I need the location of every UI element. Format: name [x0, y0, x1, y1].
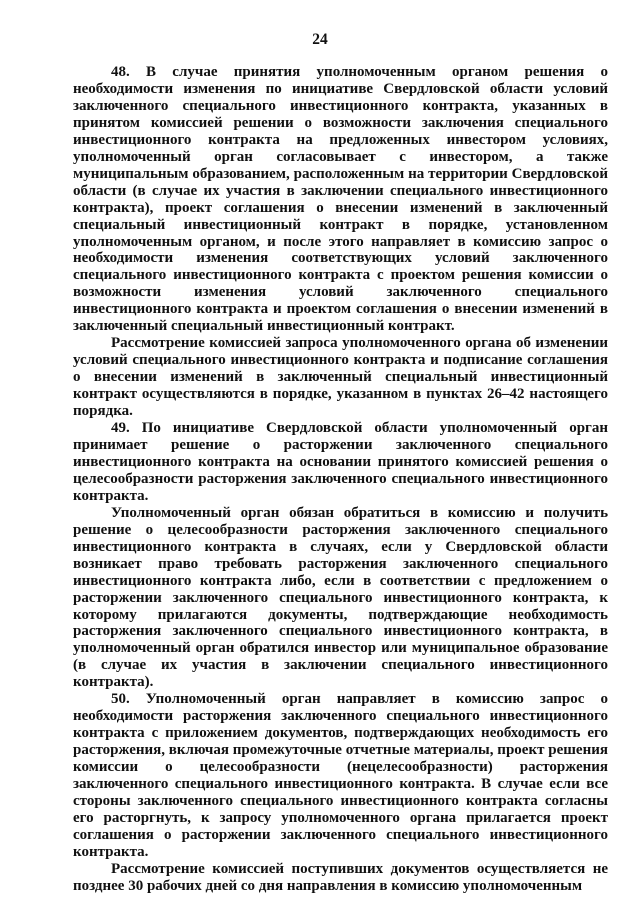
paragraph-49: 49. По инициативе Свердловской области уполномоченный орган принимает решение о расторжении заключенного специального инвестиционного контракта на основании принятого комиссией решения о целесообразности расторжения заключенного специального инвестиционного контракта.	[73, 420, 608, 504]
paragraph-48-review: Рассмотрение комиссией запроса уполномоченного органа об изменении условий специального инвестиционного контракта и подписание соглашения о внесении изменений в заключенный специальный инвестиционный контракт осуществляются в порядке, указанном в пунктах 26–42 настоящего порядка.	[73, 335, 608, 420]
paragraph-50-review: Рассмотрение комиссией поступивших документов осуществляется не позднее 30 рабочих дней со дня направления в комиссию уполномоченным	[73, 860, 608, 894]
page-number: 24	[312, 31, 328, 48]
paragraph-50: 50. Уполномоченный орган направляет в комиссию запрос о необходимости расторжения заключенного специального инвестиционного контракта с приложением документов, подтверждающих необходимость его расторжения, включая промежуточные отчетные материалы, проект решения комиссии о целесообразности (нецелесообразности) расторжения заключенного специального инвестиционного контракта. В случае если все стороны заключенного специального инвестиционного контракта согласны его расторгнуть, к запросу уполномоченного органа прилагается проект соглашения о расторжении заключенного специального инвестиционного контракта.	[73, 691, 608, 860]
paragraph-49-obligation: Уполномоченный орган обязан обратиться в комиссию и получить решение о целесообразности расторжения заключенного специального инвестиционного контракта в случаях, если у Свердловской области возникает право требовать расторжения заключенного специального инвестиционного контракта либо, если в соответствии с предложением о расторжении заключенного специального инвестиционного контракта, к которому прилагаются документы, подтверждающие необходимость расторжения заключенного специального инвестиционного контракта, в уполномоченный орган обратился инвестор или муниципальное образование (в случае их участия в заключении специального инвестиционного контракта).	[73, 504, 608, 691]
document-body	[73, 64, 608, 895]
paragraph-48: 48. В случае принятия уполномоченным органом решения о необходимости изменения по инициативе Свердловской области условий заключенного специального инвестиционного контракта, указанных в принятом комиссией решении о возможности заключения специального инвестиционного контракта на предложенных инвестором условиях, уполномоченный орган согласовывает с инвестором, а также муниципальным образованием, расположенным на территории Свердловской области (в случае их участия в заключении специального инвестиционного контракта), проект соглашения о внесении изменений в заключенный специальный инвестиционный контракт в порядке, установленном уполномоченным органом, и после этого направляет в комиссию запрос о необходимости изменения соответствующих условий заключенного специального инвестиционного контракта с проектом решения комиссии о возможности изменения условий заключенного специального инвестиционного контракта и проектом соглашения о внесении изменений в заключенный специальный инвестиционный контракт.	[73, 64, 608, 335]
